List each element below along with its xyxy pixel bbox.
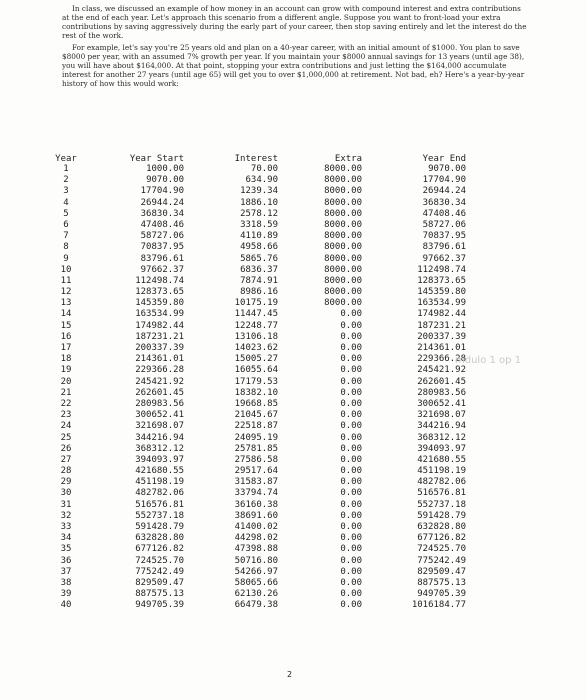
cell-year-end: 552737.18 <box>417 499 466 510</box>
table-row <box>52 231 542 242</box>
cell-year: 3 <box>63 186 69 197</box>
cell-year-start: 421680.55 <box>135 466 184 477</box>
cell-year-end: 47408.46 <box>422 208 466 219</box>
cell-year: 16 <box>60 331 72 342</box>
cell-year-end: 300652.41 <box>417 398 466 409</box>
cell-extra: 0.00 <box>340 577 362 588</box>
cell-interest: 38691.60 <box>234 510 278 521</box>
cell-year-end: 245421.92 <box>417 365 466 376</box>
cell-extra: 8000.00 <box>324 242 362 253</box>
header-year: Year <box>55 154 77 164</box>
cell-extra: 8000.00 <box>324 197 362 208</box>
cell-year-end: 145359.80 <box>417 287 466 298</box>
cell-extra: 0.00 <box>340 510 362 521</box>
cell-year-start: 451198.19 <box>135 477 184 488</box>
cell-year-start: 344216.94 <box>135 432 184 443</box>
bleed-through-text: mdulo 1 op 1 <box>455 355 522 366</box>
cell-year-start: 677126.82 <box>135 544 184 555</box>
cell-interest: 66479.38 <box>234 600 278 611</box>
cell-year: 37 <box>60 566 72 577</box>
cell-extra: 0.00 <box>340 466 362 477</box>
table-row <box>52 589 542 600</box>
cell-year: 13 <box>60 298 72 309</box>
cell-interest: 27586.58 <box>234 454 278 465</box>
cell-year-start: 9070.00 <box>146 175 184 186</box>
cell-year: 30 <box>60 488 72 499</box>
cell-year: 28 <box>60 466 72 477</box>
cell-year-end: 632828.80 <box>417 522 466 532</box>
cell-year: 6 <box>63 219 69 230</box>
cell-year-end: 70837.95 <box>422 231 466 242</box>
cell-year-end: 344216.94 <box>417 421 466 432</box>
cell-year-start: 214361.01 <box>135 354 184 365</box>
page-number: 2 <box>287 670 293 679</box>
cell-interest: 70.00 <box>250 164 278 174</box>
cell-year: 29 <box>60 477 72 488</box>
cell-year-start: 70837.95 <box>140 242 184 253</box>
cell-extra: 8000.00 <box>324 175 362 186</box>
cell-year: 23 <box>60 410 72 421</box>
cell-interest: 17179.53 <box>234 376 278 387</box>
cell-interest: 54266.97 <box>234 566 278 577</box>
cell-extra: 0.00 <box>340 343 362 353</box>
cell-extra: 0.00 <box>340 477 362 488</box>
cell-year: 14 <box>60 309 72 320</box>
cell-year: 24 <box>60 421 72 432</box>
cell-extra: 0.00 <box>340 454 362 465</box>
table-row <box>52 488 542 499</box>
cell-interest: 13106.18 <box>234 331 278 342</box>
cell-extra: 0.00 <box>340 421 362 432</box>
cell-interest: 33794.74 <box>234 488 278 499</box>
cell-extra: 0.00 <box>340 387 362 398</box>
table-row <box>52 276 542 287</box>
header-interest: Interest <box>234 154 278 164</box>
cell-year-start: 145359.80 <box>135 298 184 309</box>
cell-year-start: 97662.37 <box>140 264 184 275</box>
cell-year-start: 280983.56 <box>135 398 184 409</box>
cell-interest: 12248.77 <box>234 320 278 331</box>
cell-year-end: 26944.24 <box>422 186 466 197</box>
cell-year-end: 280983.56 <box>417 387 466 398</box>
intro-paragraph-2: For example, let's say you're 25 years old and plan on a 40-year career, with an initial amount of $1000. You plan to save $8000 per year, with an assumed 7% growth per year. If you maintain your $8000 annual savings for 13 years (until age 38), you will have about $164,000. At that point, stopping your extra contributions and just letting the $164,000 accumulate interest for another 27 years (until age 65) will get you to over $1,000,000 at retirement. Not bad, eh? Here's a year-by-year history of how this would work: <box>62 43 525 88</box>
cell-year: 20 <box>60 376 72 387</box>
cell-extra: 8000.00 <box>324 298 362 309</box>
cell-extra: 0.00 <box>340 443 362 454</box>
cell-year-start: 482782.06 <box>135 488 184 499</box>
cell-interest: 36160.38 <box>234 499 278 510</box>
cell-year-end: 17704.90 <box>422 175 466 186</box>
cell-year-start: 47408.46 <box>140 219 184 230</box>
cell-year: 4 <box>63 197 69 208</box>
cell-year-start: 112498.74 <box>135 275 184 286</box>
table-row <box>52 511 542 522</box>
cell-year-start: 17704.90 <box>140 186 184 197</box>
table-row <box>52 388 542 399</box>
cell-year-end: 887575.13 <box>417 577 466 588</box>
cell-year: 10 <box>60 264 72 275</box>
table-row <box>52 332 542 343</box>
cell-extra: 8000.00 <box>324 231 362 242</box>
intro-text <box>62 4 530 91</box>
cell-year-end: 394093.97 <box>417 443 466 454</box>
cell-extra: 0.00 <box>340 320 362 331</box>
cell-year: 36 <box>60 555 72 566</box>
cell-year-start: 300652.41 <box>135 410 184 421</box>
cell-interest: 47398.88 <box>234 544 278 555</box>
table-row <box>52 477 542 488</box>
cell-year-end: 262601.45 <box>417 376 466 387</box>
cell-extra: 0.00 <box>340 566 362 577</box>
cell-interest: 25781.85 <box>234 443 278 454</box>
cell-interest: 15005.27 <box>234 354 278 365</box>
cell-year: 17 <box>60 343 72 353</box>
cell-extra: 0.00 <box>340 555 362 566</box>
cell-year: 38 <box>60 577 72 588</box>
cell-year-end: 128373.65 <box>417 275 466 286</box>
cell-year-start: 83796.61 <box>140 253 184 264</box>
cell-interest: 19668.85 <box>234 398 278 409</box>
table-row <box>52 533 542 544</box>
cell-interest: 3318.59 <box>240 219 278 230</box>
cell-year-end: 321698.07 <box>417 410 466 421</box>
cell-year: 22 <box>60 398 72 409</box>
cell-year-end: 163534.99 <box>417 298 466 309</box>
table-row <box>52 544 542 555</box>
cell-interest: 21045.67 <box>234 410 278 421</box>
cell-extra: 8000.00 <box>324 275 362 286</box>
cell-year-start: 591428.79 <box>135 522 184 532</box>
cell-interest: 44298.02 <box>234 533 278 544</box>
cell-interest: 4110.89 <box>240 231 278 242</box>
table-row <box>52 444 542 455</box>
cell-interest: 29517.64 <box>234 466 278 477</box>
cell-extra: 8000.00 <box>324 164 362 174</box>
cell-extra: 0.00 <box>340 522 362 532</box>
cell-interest: 7874.91 <box>240 275 278 286</box>
cell-year: 27 <box>60 454 72 465</box>
cell-year-start: 516576.81 <box>135 499 184 510</box>
cell-year-start: 200337.39 <box>135 343 184 353</box>
cell-interest: 2578.12 <box>240 208 278 219</box>
cell-year-end: 58727.06 <box>422 219 466 230</box>
table-row <box>52 567 542 578</box>
cell-extra: 0.00 <box>340 376 362 387</box>
table-row <box>52 365 542 376</box>
table-row <box>52 298 542 309</box>
cell-extra: 0.00 <box>340 589 362 600</box>
cell-year: 9 <box>63 253 69 264</box>
cell-interest: 11447.45 <box>234 309 278 320</box>
cell-interest: 16055.64 <box>234 365 278 376</box>
cell-year-end: 174982.44 <box>417 309 466 320</box>
cell-year-end: 451198.19 <box>417 466 466 477</box>
cell-year-start: 949705.39 <box>135 600 184 611</box>
cell-year-end: 677126.82 <box>417 533 466 544</box>
cell-year: 8 <box>63 242 69 253</box>
cell-interest: 10175.19 <box>234 298 278 309</box>
cell-interest: 1239.34 <box>240 186 278 197</box>
cell-interest: 1886.10 <box>240 197 278 208</box>
cell-year-start: 245421.92 <box>135 376 184 387</box>
cell-extra: 0.00 <box>340 354 362 365</box>
cell-interest: 14023.62 <box>234 343 278 353</box>
table-row <box>52 421 542 432</box>
cell-year: 33 <box>60 522 72 532</box>
cell-year-end: 829509.47 <box>417 566 466 577</box>
cell-interest: 4958.66 <box>240 242 278 253</box>
cell-year-start: 229366.28 <box>135 365 184 376</box>
cell-year-end: 187231.21 <box>417 320 466 331</box>
cell-extra: 0.00 <box>340 488 362 499</box>
table-row <box>52 500 542 511</box>
cell-year: 39 <box>60 589 72 600</box>
table-row <box>52 556 542 567</box>
cell-year-start: 163534.99 <box>135 309 184 320</box>
cell-year: 18 <box>60 354 72 365</box>
cell-year-end: 36830.34 <box>422 197 466 208</box>
cell-year: 15 <box>60 320 72 331</box>
cell-extra: 8000.00 <box>324 219 362 230</box>
cell-interest: 31583.87 <box>234 477 278 488</box>
cell-interest: 24095.19 <box>234 432 278 443</box>
table-row <box>52 242 542 253</box>
cell-year-end: 482782.06 <box>417 477 466 488</box>
cell-extra: 0.00 <box>340 533 362 544</box>
cell-year-start: 632828.80 <box>135 533 184 544</box>
cell-extra: 0.00 <box>340 309 362 320</box>
cell-year-end: 200337.39 <box>417 331 466 342</box>
table-row <box>52 433 542 444</box>
cell-year-start: 58727.06 <box>140 231 184 242</box>
cell-year-end: 9070.00 <box>428 164 466 174</box>
table-row <box>52 164 542 175</box>
cell-year-start: 887575.13 <box>135 589 184 600</box>
cell-year-start: 394093.97 <box>135 454 184 465</box>
table-row <box>52 220 542 231</box>
cell-extra: 8000.00 <box>324 287 362 298</box>
table-row <box>52 410 542 421</box>
intro-paragraph-1: In class, we discussed an example of how money in an account can grow with compound interest and extra contributions at the end of each year. Let's approach this scenario from a different angle. Suppose you want to front-load your extra contributions by saving aggressively during the early part of your career, then stop saving entirely and let the interest do the rest of the work. <box>62 4 527 40</box>
cell-interest: 6836.37 <box>240 264 278 275</box>
table-row <box>52 343 542 354</box>
table-row <box>52 321 542 332</box>
cell-year: 34 <box>60 533 72 544</box>
cell-year-start: 1000.00 <box>146 164 184 174</box>
cell-year: 31 <box>60 499 72 510</box>
cell-extra: 8000.00 <box>324 208 362 219</box>
cell-year-end: 214361.01 <box>417 343 466 353</box>
cell-year-start: 36830.34 <box>140 208 184 219</box>
cell-year-start: 262601.45 <box>135 387 184 398</box>
cell-year-end: 516576.81 <box>417 488 466 499</box>
table-row <box>52 198 542 209</box>
cell-extra: 0.00 <box>340 365 362 376</box>
cell-year-end: 112498.74 <box>417 264 466 275</box>
cell-year-start: 775242.49 <box>135 566 184 577</box>
table-header <box>52 148 542 164</box>
cell-year-end: 368312.12 <box>417 432 466 443</box>
table-row <box>52 265 542 276</box>
cell-year: 25 <box>60 432 72 443</box>
cell-extra: 8000.00 <box>324 186 362 197</box>
table-row <box>52 309 542 320</box>
cell-year-end: 97662.37 <box>422 253 466 264</box>
cell-year: 21 <box>60 387 72 398</box>
table-row <box>52 175 542 186</box>
cell-year-start: 552737.18 <box>135 510 184 521</box>
cell-year: 2 <box>63 175 69 186</box>
cell-extra: 0.00 <box>340 398 362 409</box>
header-extra: Extra <box>334 154 362 164</box>
table-row <box>52 600 542 611</box>
cell-year: 5 <box>63 208 69 219</box>
cell-year-end: 421680.55 <box>417 454 466 465</box>
table-row <box>52 522 542 533</box>
cell-interest: 62130.26 <box>234 589 278 600</box>
cell-extra: 0.00 <box>340 331 362 342</box>
cell-extra: 0.00 <box>340 410 362 421</box>
header-year-end: Year End <box>422 154 466 164</box>
cell-year-start: 368312.12 <box>135 443 184 454</box>
cell-year-start: 26944.24 <box>140 197 184 208</box>
table-body <box>52 164 542 612</box>
cell-extra: 0.00 <box>340 600 362 611</box>
table-row <box>52 186 542 197</box>
cell-year-start: 128373.65 <box>135 287 184 298</box>
table-row <box>52 399 542 410</box>
cell-interest: 58065.66 <box>234 577 278 588</box>
cell-year: 26 <box>60 443 72 454</box>
table-row <box>52 377 542 388</box>
table-row <box>52 466 542 477</box>
cell-year-end: 724525.70 <box>417 544 466 555</box>
cell-year: 32 <box>60 510 72 521</box>
cell-interest: 18382.10 <box>234 387 278 398</box>
cell-year-start: 174982.44 <box>135 320 184 331</box>
cell-extra: 0.00 <box>340 544 362 555</box>
cell-interest: 50716.80 <box>234 555 278 566</box>
cell-year-end: 949705.39 <box>417 589 466 600</box>
cell-year-end: 83796.61 <box>422 242 466 253</box>
cell-year: 12 <box>60 287 72 298</box>
cell-year-start: 321698.07 <box>135 421 184 432</box>
table-row <box>52 287 542 298</box>
cell-year: 7 <box>63 231 69 242</box>
header-year-start: Year Start <box>129 154 184 164</box>
cell-year: 35 <box>60 544 72 555</box>
cell-year: 1 <box>63 164 69 174</box>
cell-extra: 0.00 <box>340 499 362 510</box>
cell-extra: 8000.00 <box>324 264 362 275</box>
cell-interest: 8986.16 <box>240 287 278 298</box>
cell-year: 40 <box>60 600 72 611</box>
table-row <box>52 254 542 265</box>
cell-interest: 22518.87 <box>234 421 278 432</box>
cell-year: 19 <box>60 365 72 376</box>
cell-interest: 634.90 <box>245 175 278 186</box>
cell-year: 11 <box>60 275 72 286</box>
cell-year-end: 229366.28 <box>417 354 466 365</box>
cell-extra: 8000.00 <box>324 253 362 264</box>
cell-year-end: 591428.79 <box>417 510 466 521</box>
cell-year-end: 775242.49 <box>417 555 466 566</box>
cell-interest: 5865.76 <box>240 253 278 264</box>
cell-year-start: 829509.47 <box>135 577 184 588</box>
savings-table <box>52 148 542 612</box>
cell-year-start: 724525.70 <box>135 555 184 566</box>
table-row <box>52 578 542 589</box>
table-row <box>52 455 542 466</box>
cell-year-end: 1016184.77 <box>411 600 466 611</box>
cell-interest: 41400.02 <box>234 522 278 532</box>
cell-year-start: 187231.21 <box>135 331 184 342</box>
cell-extra: 0.00 <box>340 432 362 443</box>
table-row <box>52 209 542 220</box>
